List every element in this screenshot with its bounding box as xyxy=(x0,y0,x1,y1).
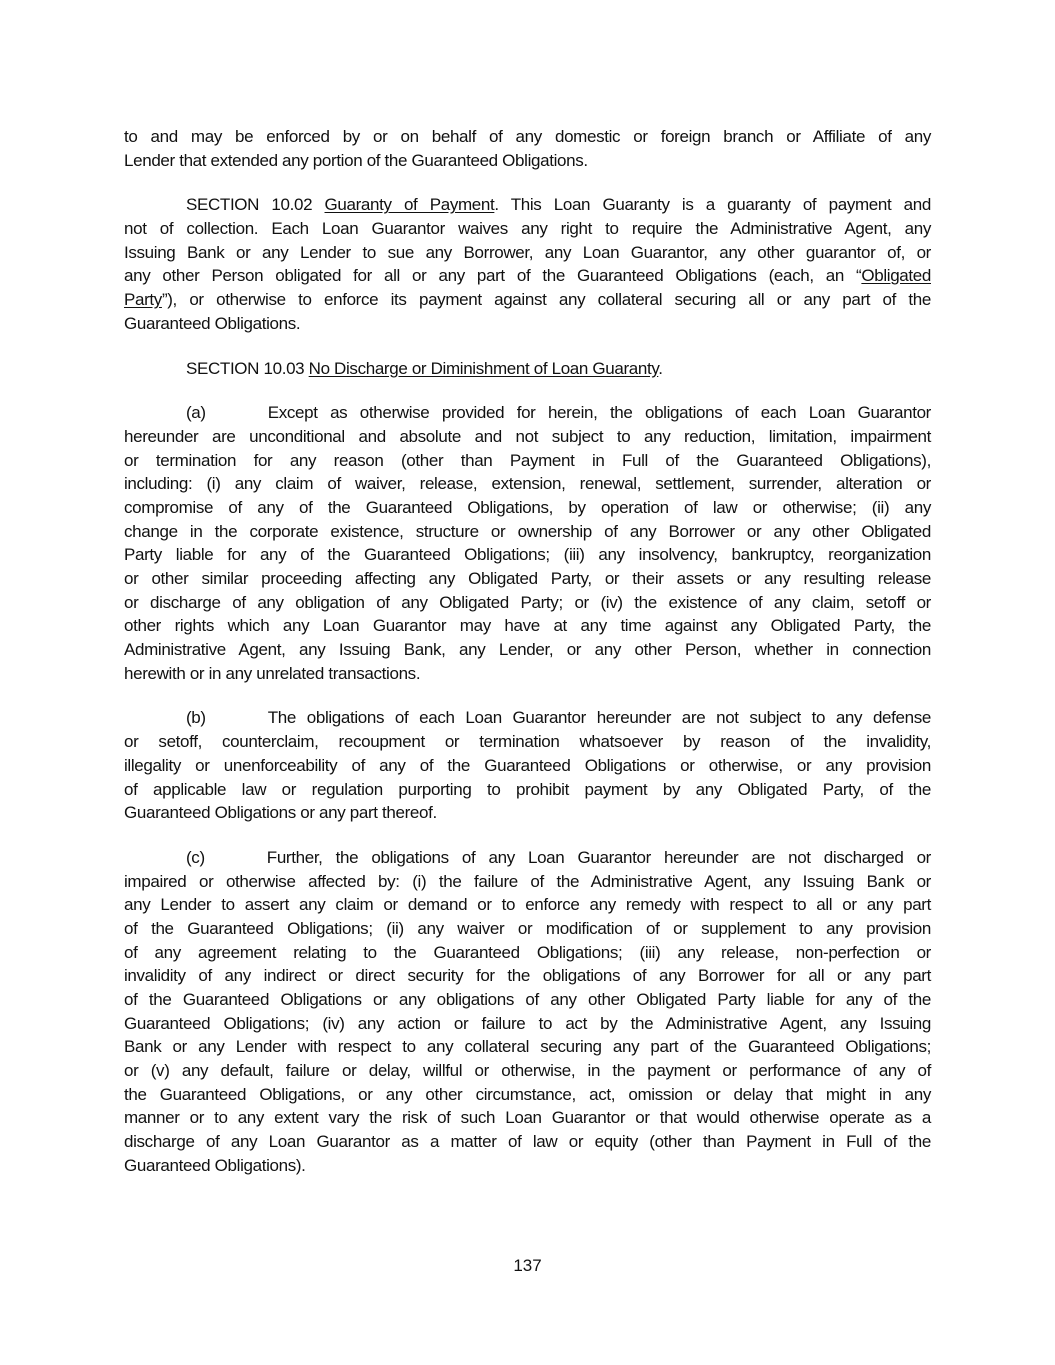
text-segment: any Lender to assert any claim or demand or to enforce any remedy with respect to all or any part xyxy=(124,895,931,915)
text-segment: Party liable for any of the Guaranteed Obligations; (iii) any insolvency, bankruptcy, reorganization xyxy=(124,545,931,565)
text-segment: Guaranteed Obligations; (iv) any action or failure to act by the Administrative Agent, any Issuing xyxy=(124,1013,931,1033)
text-segment: Further, the obligations of any Loan Guarantor hereunder are not discharged or xyxy=(266,847,931,867)
text-segment: Except as otherwise provided for herein, the obligations of each Loan Guarantor xyxy=(267,403,931,423)
text-line xyxy=(124,241,931,265)
text-line xyxy=(124,217,931,241)
text-segment: to and may be enforced by or on behalf of any domestic or foreign branch or Affiliate of any xyxy=(124,127,931,146)
text-segment: hereunder are unconditional and absolute and not subject to any reduction, limitation, impairment xyxy=(124,426,931,446)
text-line xyxy=(124,801,931,825)
text-line xyxy=(124,496,931,520)
text-line xyxy=(124,543,931,567)
underlined-heading: Guaranty of Payment xyxy=(324,195,495,215)
paragraph xyxy=(124,401,931,685)
text-segment: the Guaranteed Obligations, or any other circumstance, act, omission or delay that might in any xyxy=(124,1084,931,1104)
paragraph xyxy=(124,846,931,1178)
text-segment: . This Loan Guaranty is a guaranty of payment and xyxy=(494,195,931,215)
text-segment: change in the corporate existence, structure or ownership of any Borrower or any other Obligated xyxy=(124,521,931,541)
text-line xyxy=(124,988,931,1012)
text-line xyxy=(124,401,931,425)
text-segment: herewith or in any unrelated transactions. xyxy=(124,663,421,683)
text-line xyxy=(124,1106,931,1130)
text-segment: of applicable law or regulation purporting to prohibit payment by any Obligated Party, of the xyxy=(124,779,931,799)
text-segment: invalidity of any indirect or direct security for the obligations of any Borrower for all or any part xyxy=(124,966,931,986)
text-line xyxy=(124,706,931,730)
text-segment: or termination for any reason (other than Payment in Full of the Guaranteed Obligations), xyxy=(124,450,931,470)
paragraph xyxy=(124,357,931,381)
text-line xyxy=(124,638,931,662)
text-line xyxy=(124,1083,931,1107)
text-segment: of the Guaranteed Obligations or any obligations of any other Obligated Party liable for any of the xyxy=(124,990,931,1009)
paragraph xyxy=(124,706,931,824)
text-segment: compromise of any of the Guaranteed Obligations, by operation of law or otherwise; (ii) any xyxy=(124,497,931,517)
text-line xyxy=(124,312,931,336)
document-body xyxy=(124,125,931,1199)
text-segment: (c) xyxy=(186,847,205,867)
text-line xyxy=(124,662,931,686)
text-segment: discharge of any Loan Guarantor as a matter of law or equity (other than Payment in Full of the xyxy=(124,1132,931,1152)
text-segment: or other similar proceeding affecting any Obligated Party, or their assets or any resulting release xyxy=(124,569,931,588)
paragraph xyxy=(124,193,931,335)
text-line xyxy=(124,288,931,312)
text-segment: of the Guaranteed Obligations; (ii) any waiver or modification of or supplement to any provision xyxy=(124,918,931,938)
paragraph xyxy=(124,125,931,172)
text-segment: Guaranteed Obligations). xyxy=(124,1155,306,1175)
text-segment: any other Person obligated for all or any part of the Guaranteed Obligations (each, an “ xyxy=(124,266,862,286)
text-line xyxy=(124,425,931,449)
text-line xyxy=(124,778,931,802)
text-segment: (a) xyxy=(186,403,206,423)
text-line xyxy=(124,357,931,381)
text-line xyxy=(124,449,931,473)
text-segment: The obligations of each Loan Guarantor hereunder are not subject to any defense xyxy=(267,708,931,728)
text-segment: manner or to any extent vary the risk of such Loan Guarantor or that would otherwise operate as a xyxy=(124,1108,931,1128)
text-line xyxy=(124,846,931,870)
text-line xyxy=(124,1012,931,1036)
text-line xyxy=(124,893,931,917)
text-line xyxy=(124,472,931,496)
text-line xyxy=(124,614,931,638)
text-segment: of any agreement relating to the Guaranteed Obligations; (iii) any release, non-perfection or xyxy=(124,942,931,962)
text-line xyxy=(124,520,931,544)
text-line xyxy=(124,1059,931,1083)
text-segment: Guaranteed Obligations or any part thereof. xyxy=(124,803,437,823)
text-segment: not of collection. Each Loan Guarantor waives any right to require the Administrative Agent, any xyxy=(124,219,931,239)
text-segment: or setoff, counterclaim, recoupment or termination whatsoever by reason of the invalidity, xyxy=(124,732,931,752)
text-segment: Guaranteed Obligations. xyxy=(124,313,301,333)
text-line xyxy=(124,964,931,988)
text-line xyxy=(124,193,931,217)
text-segment: . xyxy=(658,358,663,378)
text-line xyxy=(124,730,931,754)
text-line xyxy=(124,941,931,965)
text-segment: Issuing Bank or any Lender to sue any Borrower, any Loan Guarantor, any other guarantor of, or xyxy=(124,242,931,262)
text-segment: impaired or otherwise affected by: (i) the failure of the Administrative Agent, any Issuing Bank or xyxy=(124,871,931,891)
text-line xyxy=(124,1035,931,1059)
text-segment: (b) xyxy=(186,708,206,728)
page-number: 137 xyxy=(513,1256,542,1275)
text-segment: illegality or unenforceability of any of the Guaranteed Obligations or otherwise, or any provision xyxy=(124,755,931,775)
text-segment: other rights which any Loan Guarantor may have at any time against any Obligated Party, the xyxy=(124,616,931,636)
text-line xyxy=(124,125,931,149)
text-segment: SECTION 10.03 xyxy=(186,358,309,378)
text-line xyxy=(124,264,931,288)
text-line xyxy=(124,870,931,894)
text-segment: Lender that extended any portion of the Guaranteed Obligations. xyxy=(124,150,588,170)
text-segment: or (v) any default, failure or delay, willful or otherwise, in the payment or performance of any of xyxy=(124,1061,931,1081)
text-line xyxy=(124,567,931,591)
underlined-heading: Obligated xyxy=(861,266,931,286)
underlined-heading: Party xyxy=(124,290,162,310)
text-segment: including: (i) any claim of waiver, release, extension, renewal, settlement, surrender, alteration or xyxy=(124,474,931,494)
text-segment: Administrative Agent, any Issuing Bank, any Lender, or any other Person, whether in connection xyxy=(124,640,931,660)
text-line xyxy=(124,1154,931,1178)
text-line xyxy=(124,591,931,615)
text-segment: or discharge of any obligation of any Obligated Party; or (iv) the existence of any claim, setoff or xyxy=(124,592,931,612)
underlined-heading: No Discharge or Diminishment of Loan Guaranty xyxy=(308,358,659,378)
text-line xyxy=(124,149,931,173)
text-line xyxy=(124,1130,931,1154)
text-line xyxy=(124,917,931,941)
text-segment: ”), or otherwise to enforce its payment against any collateral securing all or any part of the xyxy=(161,290,931,310)
text-line xyxy=(124,754,931,778)
text-segment: SECTION 10.02 xyxy=(186,195,325,215)
text-segment: Bank or any Lender with respect to any collateral securing any part of the Guaranteed Obligations; xyxy=(124,1037,931,1057)
